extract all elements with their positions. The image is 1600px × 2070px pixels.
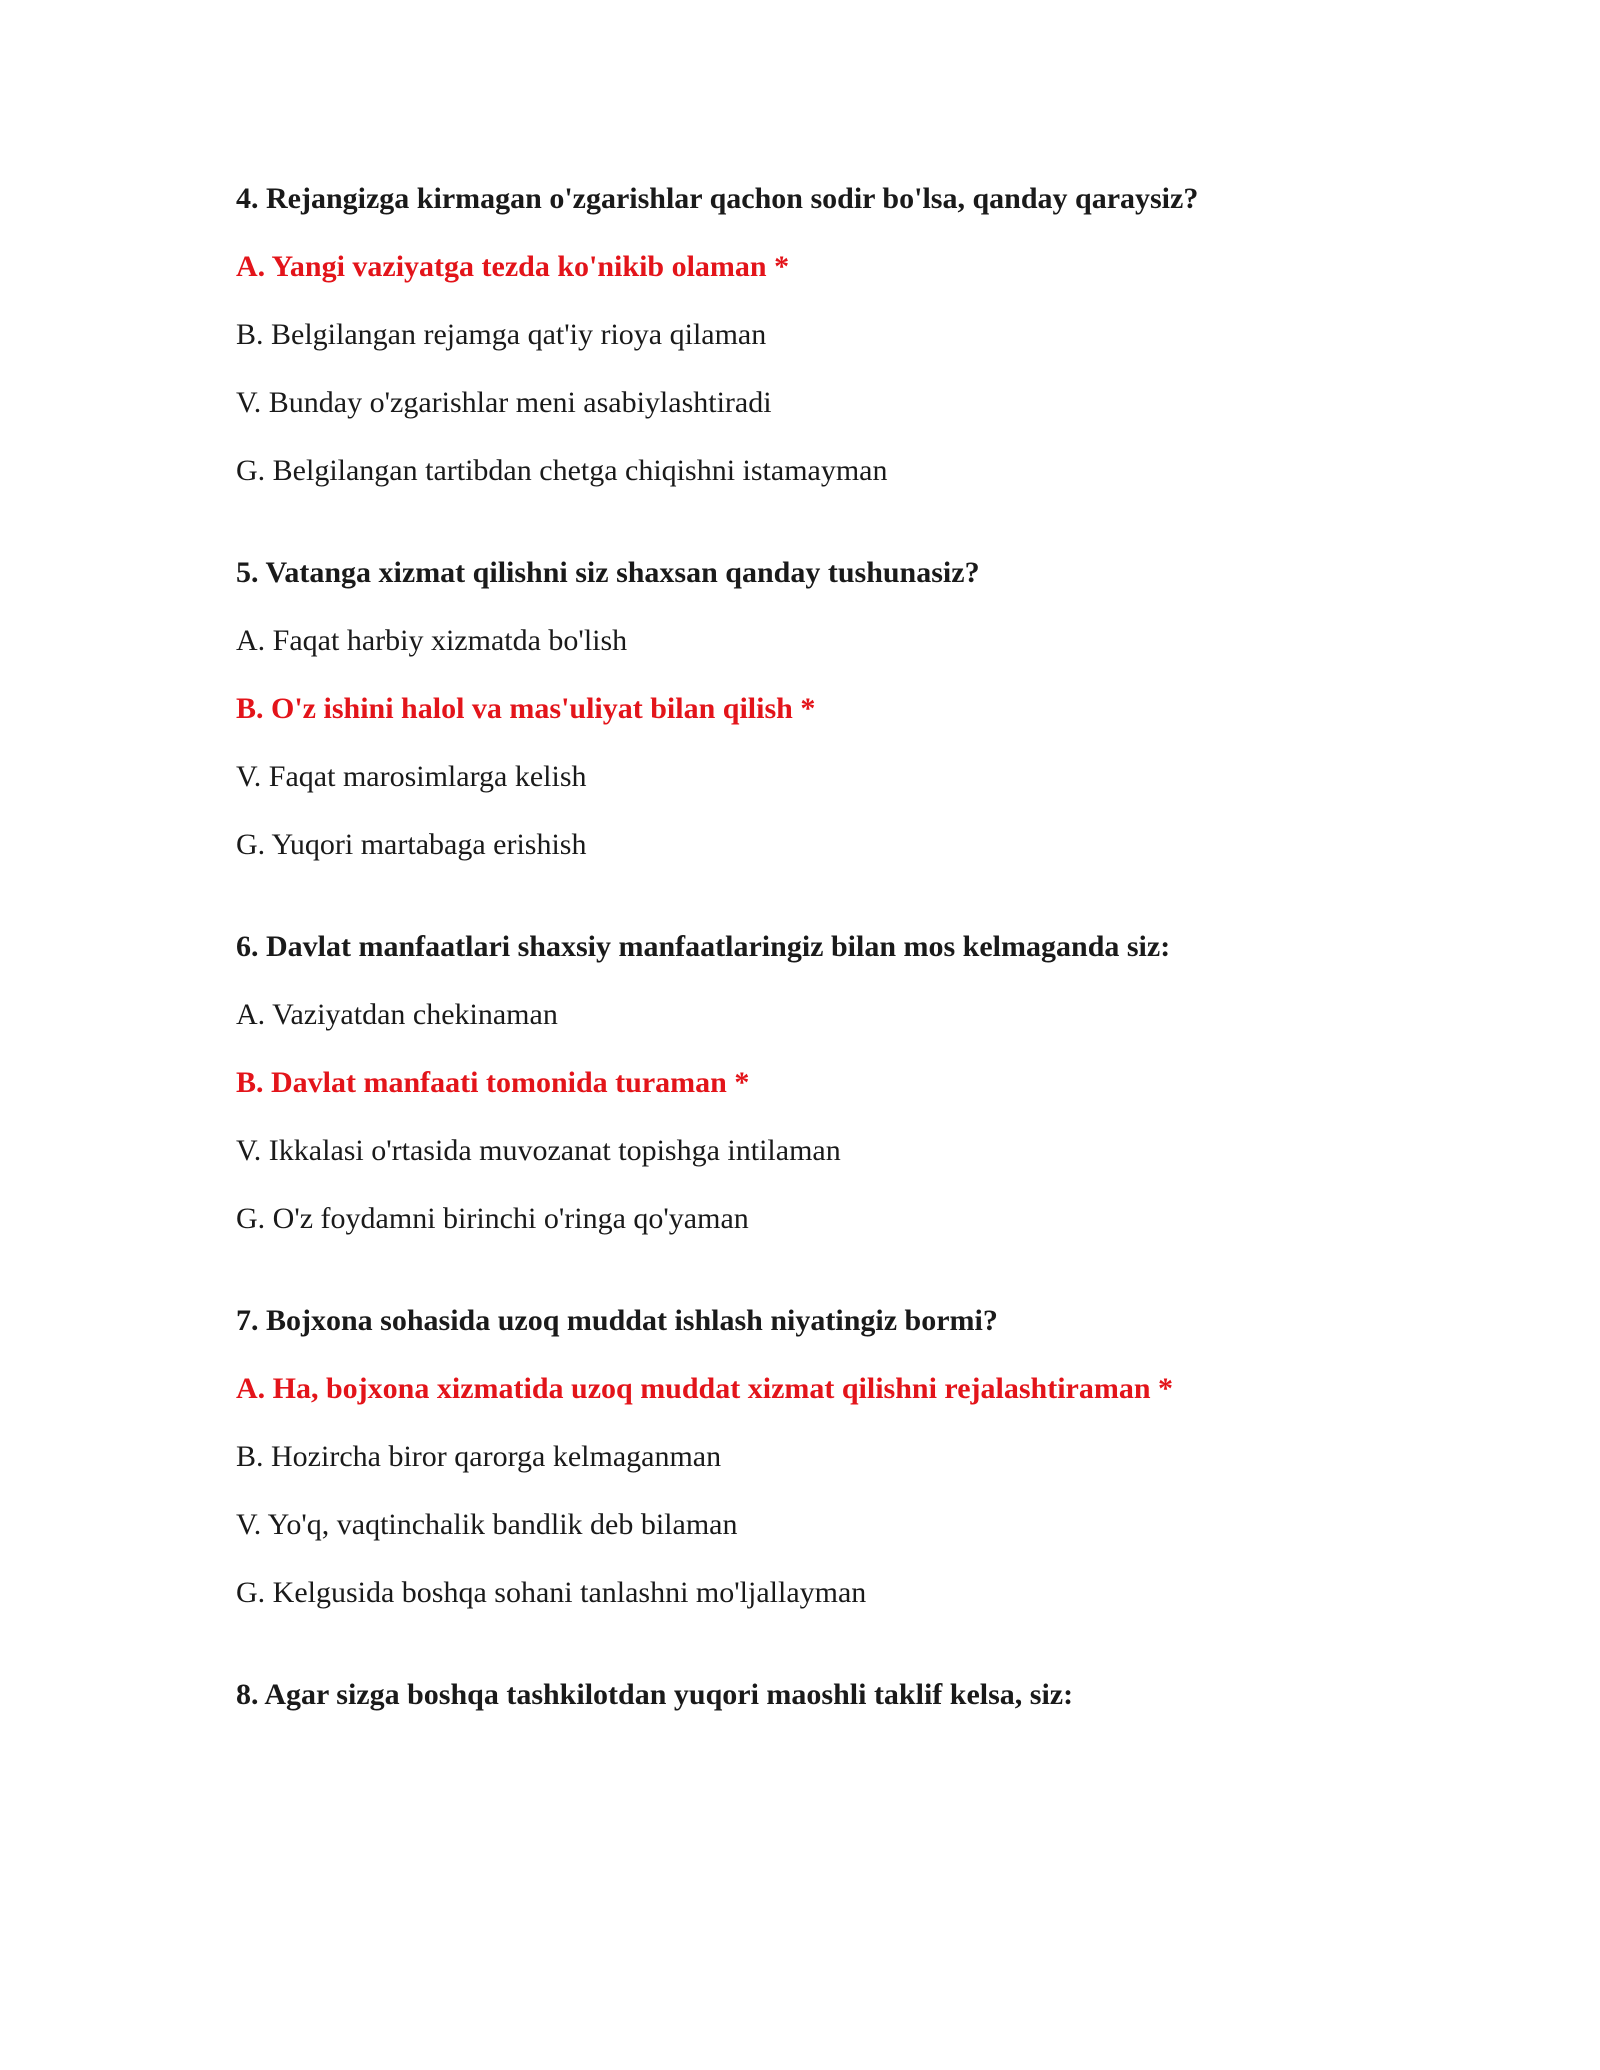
- question-text: 5. Vatanga xizmat qilishni siz shaxsan qanday tushunasiz?: [236, 556, 980, 589]
- option: V. Yo'q, vaqtinchalik bandlik deb bilaman: [236, 1508, 738, 1541]
- option: G. O'z foydamni birinchi o'ringa qo'yaman: [236, 1202, 749, 1235]
- option: V. Bunday o'zgarishlar meni asabiylashtiradi: [236, 386, 772, 419]
- option: G. Belgilangan tartibdan chetga chiqishni istamayman: [236, 454, 888, 487]
- option: A. Vaziyatdan chekinaman: [236, 998, 558, 1031]
- option-correct: B. Davlat manfaati tomonida turaman *: [236, 1066, 750, 1099]
- option-correct: A. Yangi vaziyatga tezda ko'nikib olaman *: [236, 250, 790, 283]
- option: B. Hozircha biror qarorga kelmaganman: [236, 1440, 722, 1473]
- question-block: [236, 182, 1436, 488]
- question-text: 8. Agar sizga boshqa tashkilotdan yuqori maoshli taklif kelsa, siz:: [236, 1678, 1074, 1711]
- question-text: 6. Davlat manfaatlari shaxsiy manfaatlaringiz bilan mos kelmaganda siz:: [236, 930, 1171, 963]
- option: G. Yuqori martabaga erishish: [236, 828, 587, 861]
- question-block: [236, 556, 1436, 862]
- option: V. Faqat marosimlarga kelish: [236, 760, 587, 793]
- option: V. Ikkalasi o'rtasida muvozanat topishga intilaman: [236, 1134, 841, 1167]
- question-block: [236, 1304, 1436, 1610]
- option-correct: A. Ha, bojxona xizmatida uzoq muddat xizmat qilishni rejalashtiraman *: [236, 1372, 1174, 1405]
- question-block: [236, 930, 1436, 1236]
- question-text: 4. Rejangizga kirmagan o'zgarishlar qachon sodir bo'lsa, qanday qaraysiz?: [236, 182, 1199, 215]
- question-block: [236, 1678, 1436, 1712]
- option: A. Faqat harbiy xizmatda bo'lish: [236, 624, 628, 657]
- option-correct: B. O'z ishini halol va mas'uliyat bilan qilish *: [236, 692, 816, 725]
- option: B. Belgilangan rejamga qat'iy rioya qilaman: [236, 318, 767, 351]
- questionnaire: [236, 182, 1436, 1780]
- question-text: 7. Bojxona sohasida uzoq muddat ishlash niyatingiz bormi?: [236, 1304, 998, 1337]
- option: G. Kelgusida boshqa sohani tanlashni mo'ljallayman: [236, 1576, 867, 1609]
